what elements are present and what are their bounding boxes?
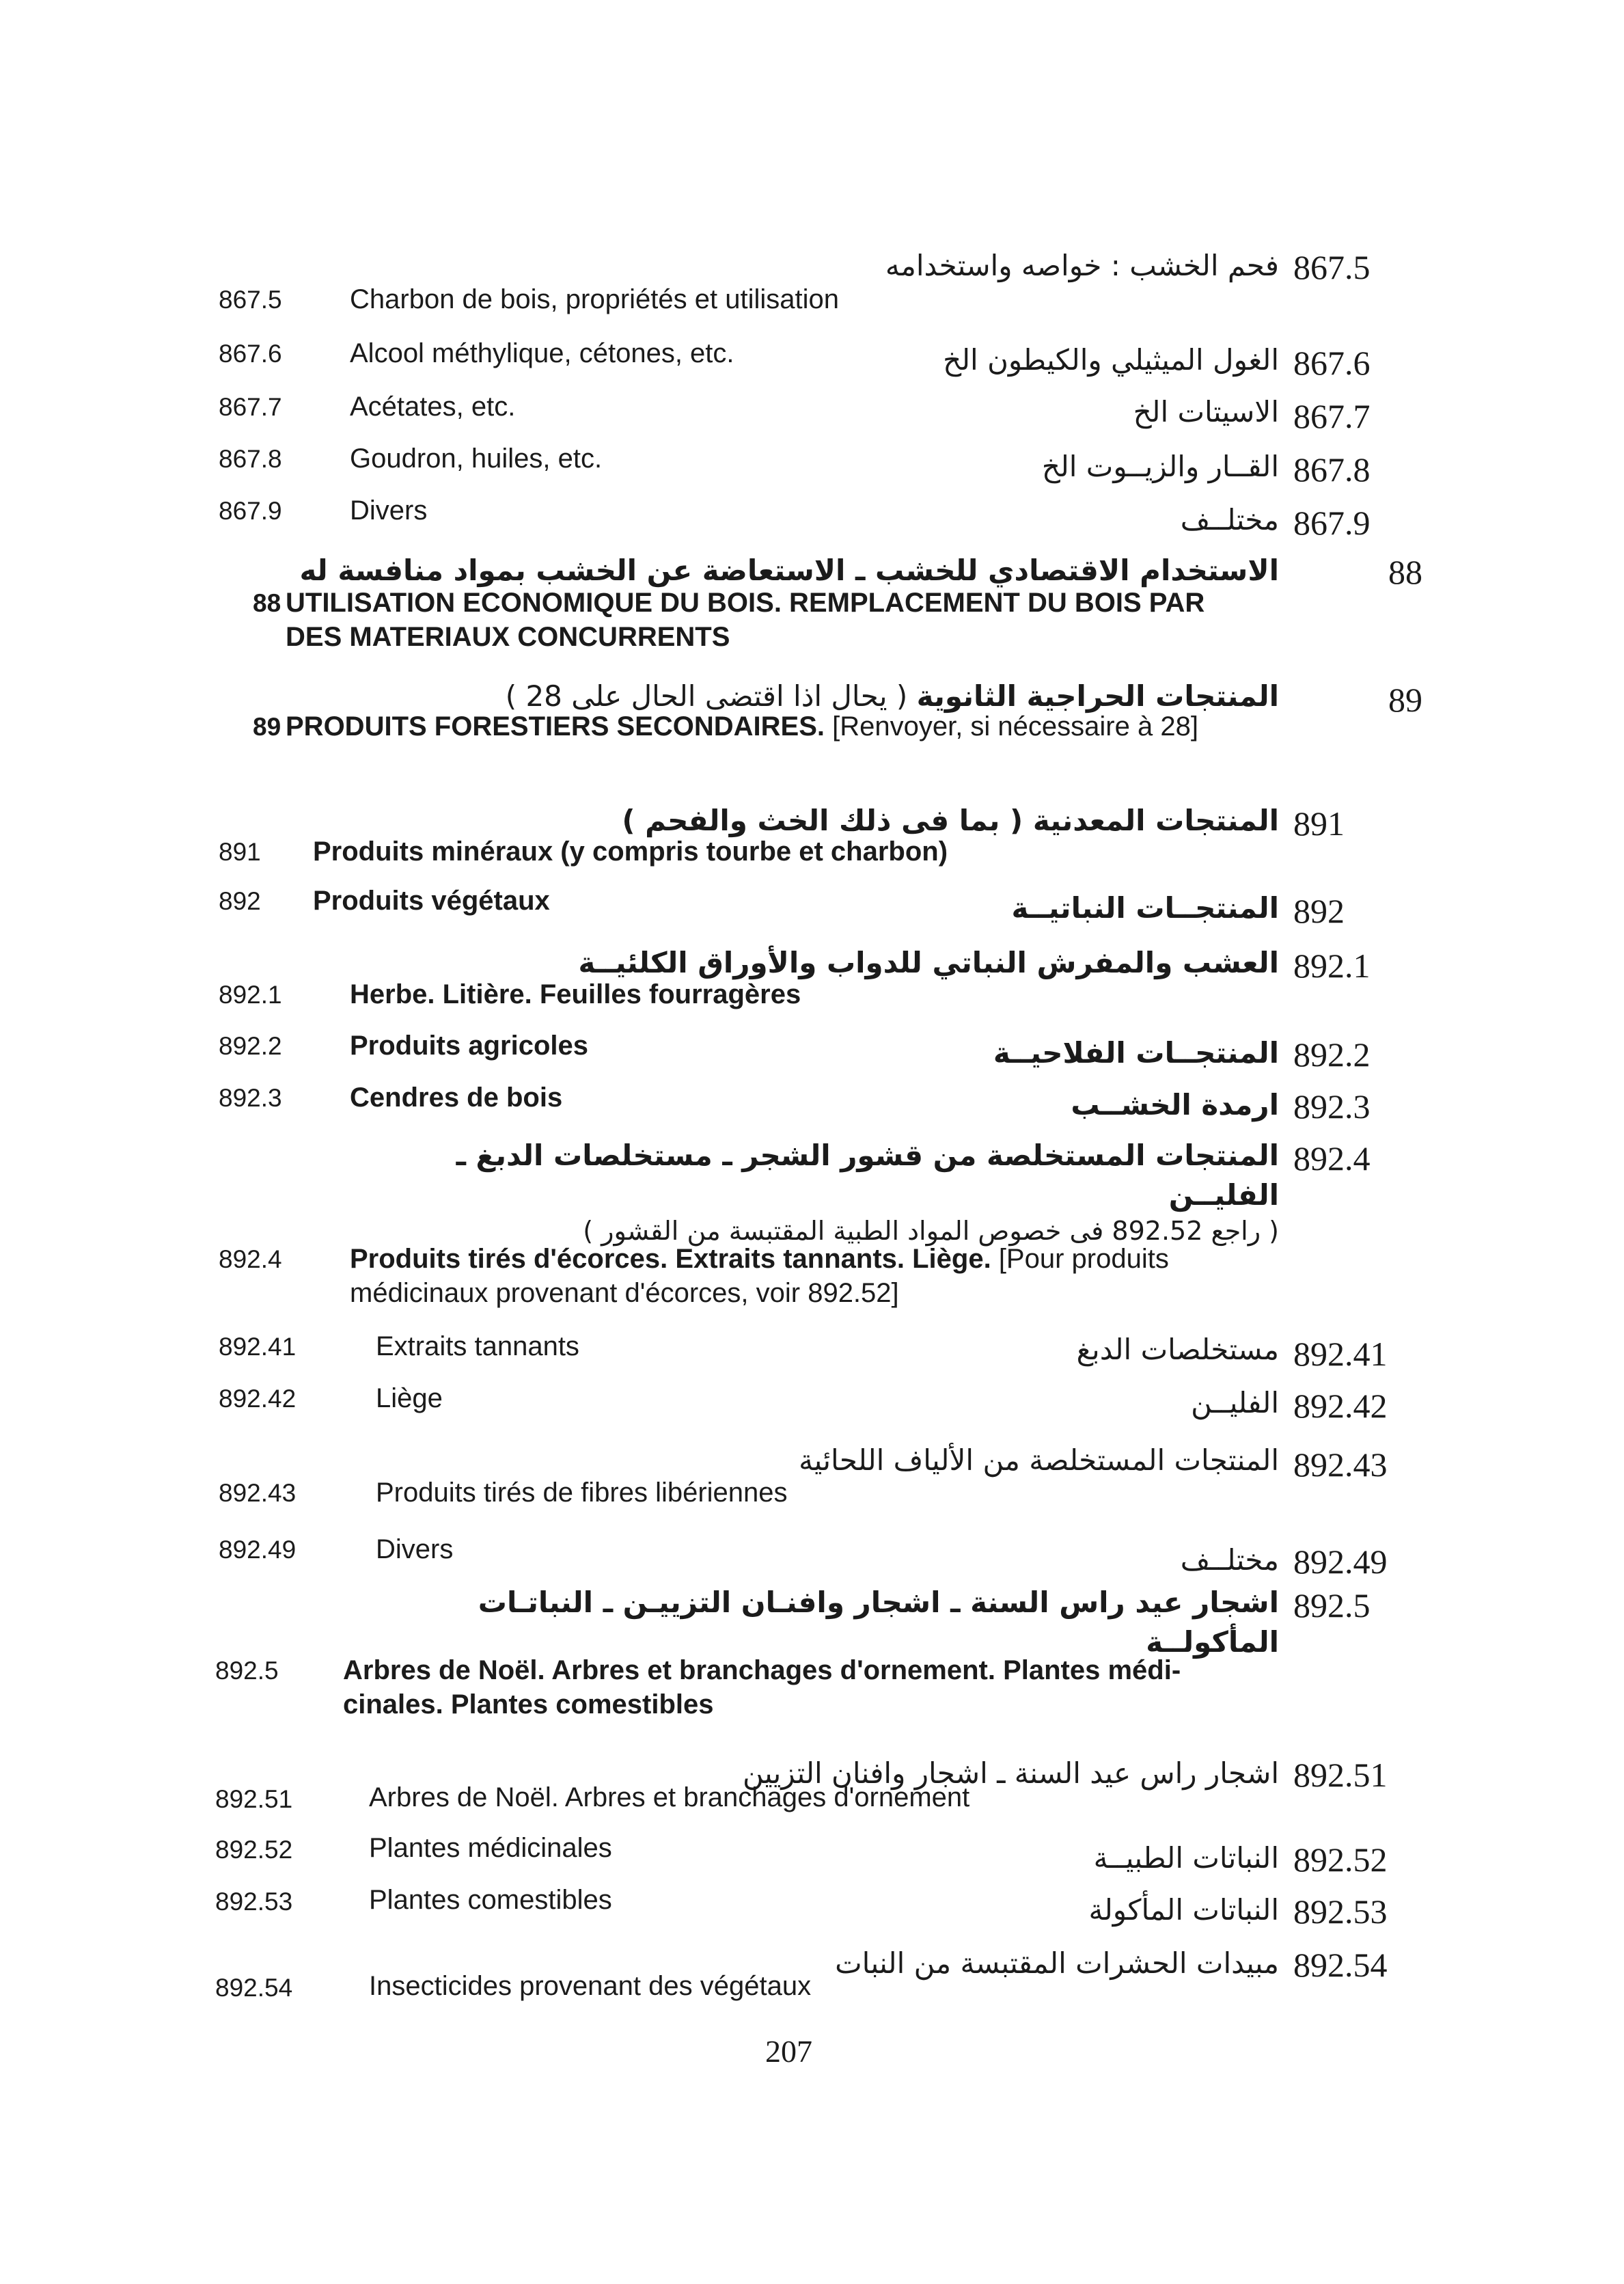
- entry-867-8-french: Goudron, huiles, etc.: [350, 444, 603, 474]
- entry-891-french: Produits minéraux (y compris tourbe et charbon): [313, 837, 948, 867]
- entry-892-53-arabic: النباتات المأكولة: [1088, 1893, 1279, 1927]
- entry-892-4-code-ar: 892.4: [1293, 1139, 1371, 1178]
- entry-867-9-code-ar: 867.9: [1293, 504, 1371, 542]
- entry-892-49-code-ar: 892.49: [1293, 1542, 1388, 1581]
- entry-892-3-french: Cendres de bois: [350, 1083, 563, 1113]
- entry-892-53-code: 892.53: [215, 1888, 293, 1916]
- entry-892-54-code: 892.54: [215, 1974, 293, 2002]
- entry-892-49-french: Divers: [376, 1534, 454, 1564]
- entry-892-code-ar: 892: [1293, 892, 1345, 930]
- entry-867-6-code: 867.6: [219, 340, 282, 368]
- entry-867-6-french: Alcool méthylique, cétones, etc.: [350, 338, 734, 368]
- entry-867-5-code-ar: 867.5: [1293, 248, 1371, 286]
- entry-867-9-arabic: مختلــف: [1180, 503, 1279, 536]
- entry-88-arabic: الاستخدام الاقتصادي للخشب ـ الاستعاضة عن الخشب بمواد منافسة له: [299, 554, 1279, 587]
- entry-89-french-note: [Renvoyer, si nécessaire à 28]: [824, 711, 1198, 742]
- entry-892-52-code-ar: 892.52: [1293, 1840, 1388, 1879]
- entry-892-5-code-ar: 892.5: [1293, 1586, 1371, 1624]
- entry-891-arabic: المنتجات المعدنية ( بما فى ذلك الخث والفحم ): [622, 804, 1279, 837]
- entry-867-7-arabic: الاسيتات الخ: [1133, 395, 1279, 429]
- entry-892-43-arabic: المنتجات المستخلصة من الألياف اللحائية: [799, 1443, 1279, 1477]
- entry-892-51-code: 892.51: [215, 1785, 293, 1813]
- entry-867-7-french: Acétates, etc.: [350, 392, 516, 422]
- entry-891-code-ar: 891: [1293, 804, 1345, 843]
- entry-867-5-french: Charbon de bois, propriétés et utilisation: [350, 284, 839, 314]
- entry-892-5-french: Arbres de Noël. Arbres et branchages d'ornement. Plantes médi-cinales. Plantes comestibles: [343, 1655, 1181, 1719]
- entry-892-arabic: المنتجــات النباتيــة: [1011, 891, 1279, 925]
- entry-867-8-code-ar: 867.8: [1293, 450, 1371, 489]
- entry-892-5-arabic: اشجار عيد راس السنة ـ اشجار وافنـان التزييـن ـ النباتـات المأكولــة: [478, 1586, 1279, 1659]
- entry-892-52-code: 892.52: [215, 1836, 293, 1864]
- entry-892-1-code: 892.1: [219, 981, 282, 1009]
- entry-867-7-code: 867.7: [219, 393, 282, 421]
- entry-892-43-code: 892.43: [219, 1479, 297, 1507]
- entry-892-french: Produits végétaux: [313, 886, 550, 916]
- entry-892-1-code-ar: 892.1: [1293, 947, 1371, 985]
- entry-892-41-code-ar: 892.41: [1293, 1335, 1388, 1373]
- entry-867-6-arabic: الغول الميثيلي والكيطون الخ: [943, 343, 1279, 377]
- entry-892-4-arabic-note: ( راجع 892.52 فى خصوص المواد الطبية المقتبسة من القشور ): [583, 1216, 1279, 1246]
- entry-892-53-code-ar: 892.53: [1293, 1892, 1388, 1931]
- entry-892-2-arabic: المنتجــات الفلاحيــة: [993, 1036, 1279, 1070]
- entry-892-54-arabic: مبيدات الحشرات المقتبسة من النبات: [835, 1946, 1279, 1980]
- entry-892-54-french: Insecticides provenant des végétaux: [369, 1971, 812, 2001]
- entry-88-code: 88: [253, 589, 281, 617]
- entry-892-42-code: 892.42: [219, 1385, 297, 1413]
- entry-892-5-code: 892.5: [215, 1657, 279, 1685]
- entry-867-8-arabic: القــار والزيــوت الخ: [1041, 450, 1279, 483]
- entry-89-arabic-note: ( يحال اذا اقتضى الحال على 28 ): [505, 679, 917, 713]
- entry-892-1-french: Herbe. Litière. Feuilles fourragères: [350, 979, 801, 1009]
- entry-89-arabic-title: المنتجات الحراجية الثانوية: [916, 679, 1279, 713]
- entry-892-code: 892: [219, 887, 261, 915]
- entry-892-53-french: Plantes comestibles: [369, 1885, 612, 1915]
- entry-892-51-code-ar: 892.51: [1293, 1756, 1388, 1794]
- entry-867-8-code: 867.8: [219, 445, 282, 473]
- page-number: 207: [765, 2034, 812, 2069]
- entry-867-5-arabic: فحم الخشب : خواصه واستخدامه: [885, 249, 1279, 282]
- entry-892-41-french: Extraits tannants: [376, 1331, 579, 1361]
- entry-892-2-french: Produits agricoles: [350, 1031, 588, 1061]
- entry-867-5-code: 867.5: [219, 286, 282, 314]
- entry-892-41-code: 892.41: [219, 1333, 297, 1361]
- entry-892-4-french: [350, 1242, 1217, 1310]
- entry-88-code-ar: 88: [1388, 553, 1422, 591]
- entry-892-49-code: 892.49: [219, 1536, 297, 1564]
- entry-89-code-ar: 89: [1388, 681, 1422, 719]
- entry-89-french-title: PRODUITS FORESTIERS SECONDAIRES.: [286, 711, 825, 742]
- entry-892-3-code: 892.3: [219, 1084, 282, 1112]
- entry-892-43-code-ar: 892.43: [1293, 1445, 1388, 1484]
- entry-892-4-french-note: [Pour produits médicinaux provenant d'écorces, voir 892.52]: [350, 1244, 1169, 1308]
- entry-892-51-arabic: اشجار راس عيد السنة ـ اشجار وافنان التزيين: [743, 1756, 1279, 1790]
- entry-892-1-arabic: العشب والمفرش النباتي للدواب والأوراق الكلئيــة: [578, 946, 1279, 979]
- entry-892-52-french: Plantes médicinales: [369, 1833, 612, 1863]
- entry-88-french: UTILISATION ECONOMIQUE DU BOIS. REMPLACEMENT DU BOIS PAR DES MATERIAUX CONCURRENTS: [286, 588, 1205, 652]
- entry-892-42-code-ar: 892.42: [1293, 1387, 1388, 1425]
- entry-892-2-code-ar: 892.2: [1293, 1035, 1371, 1074]
- entry-892-42-arabic: الفليــن: [1191, 1386, 1279, 1419]
- entry-892-3-code-ar: 892.3: [1293, 1087, 1371, 1126]
- entry-867-9-code: 867.9: [219, 497, 282, 525]
- entry-892-49-arabic: مختلــف: [1180, 1543, 1279, 1577]
- entry-892-4-french-title: Produits tirés d'écorces. Extraits tannants. Liège.: [350, 1244, 991, 1274]
- entry-892-52-arabic: النباتات الطبيــة: [1093, 1841, 1279, 1875]
- entry-892-3-arabic: ارمدة الخشــب: [1071, 1088, 1279, 1121]
- entry-892-4-arabic-title: المنتجات المستخلصة من قشور الشجر ـ مستخلصات الدبغ ـ الفليــن: [456, 1139, 1279, 1212]
- entry-89-code: 89: [253, 713, 281, 741]
- entry-892-42-french: Liège: [376, 1383, 443, 1413]
- entry-892-41-arabic: مستخلصات الدبغ: [1076, 1333, 1279, 1366]
- entry-892-4-code: 892.4: [219, 1245, 282, 1273]
- entry-892-43-french: Produits tirés de fibres libériennes: [376, 1478, 788, 1508]
- entry-867-9-french: Divers: [350, 495, 428, 526]
- entry-892-51-french: Arbres de Noël. Arbres et branchages d'ornement: [369, 1782, 970, 1812]
- entry-89-french: [286, 709, 1208, 744]
- entry-867-7-code-ar: 867.7: [1293, 397, 1371, 435]
- entry-867-6-code-ar: 867.6: [1293, 344, 1371, 382]
- entry-891-code: 891: [219, 838, 261, 866]
- entry-892-54-code-ar: 892.54: [1293, 1946, 1388, 1984]
- entry-892-2-code: 892.2: [219, 1032, 282, 1060]
